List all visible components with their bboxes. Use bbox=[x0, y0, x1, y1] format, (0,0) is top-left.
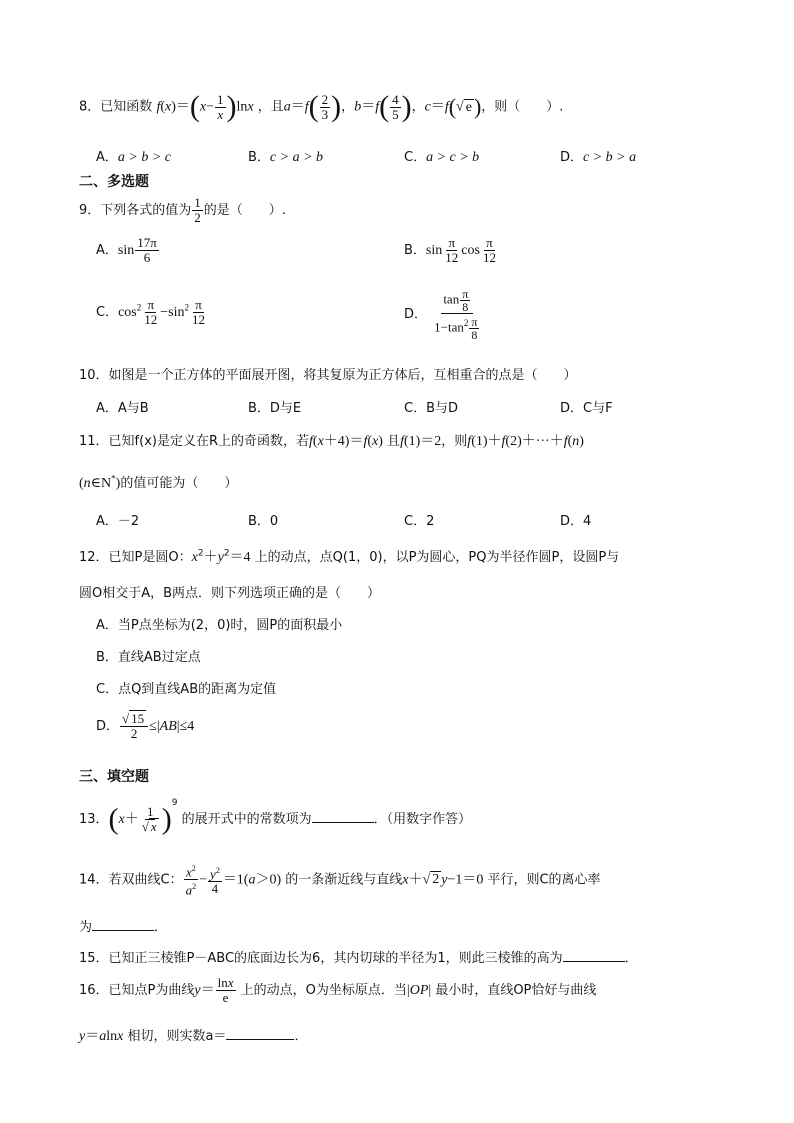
question-12-cont: 圆O相交于A，B两点．则下列选项正确的是（ ） bbox=[79, 586, 381, 601]
q8-option-b[interactable] bbox=[248, 146, 323, 166]
option-math: c > b > a bbox=[583, 150, 637, 165]
q11-option-b[interactable]: B．0 bbox=[248, 514, 279, 529]
q9-option-c[interactable]: C．$\cos^2$ $\frac{\pi}{12}$ $-\sin^2$ $\frac{\pi}{12}$ bbox=[96, 297, 205, 327]
question-text: 15．已知正三棱锥P－ABC的底面边长为6，其内切球的半径为1，则此三棱锥的高为 bbox=[79, 951, 563, 966]
question-number: 13． bbox=[79, 812, 109, 827]
question-text: 16．已知点P为曲线 bbox=[79, 983, 195, 998]
question-8: 8．已知函数 f(x)＝(x− $\frac{1}{x}$ )lnx ，且a＝f( $\frac{2}{3}$ )，b＝f( $\frac{4}{5}$ )，c＝f(√ e)，则（ ）. bbox=[79, 90, 564, 123]
question-10: 10．如图是一个正方体的平面展开图，将其复原为正方体后，互相重合的点是（ ） bbox=[79, 368, 577, 383]
question-text: ，且 bbox=[257, 99, 284, 115]
question-text: 14．若双曲线C： bbox=[79, 872, 183, 888]
q12-option-a[interactable]: A．当P点坐标为(2，0)时，圆P的面积最小 bbox=[96, 618, 343, 633]
question-12: 12．已知P是圆O：$x^2+y^2=4$ 上的动点，点Q(1，0)，以P为圆心，PQ为半径作圆P，设圆P与 bbox=[79, 548, 620, 565]
option-label: D． bbox=[560, 150, 584, 165]
fraction: $\frac{4}{5}$ bbox=[392, 91, 399, 122]
q10-option-c[interactable]: C．B与D bbox=[404, 401, 459, 416]
question-text: ，则（ ）. bbox=[481, 99, 564, 115]
option-label: A． bbox=[96, 243, 118, 258]
option-label: C． bbox=[96, 305, 119, 320]
option-label: D． bbox=[96, 719, 120, 734]
section-heading: 三、填空题 bbox=[79, 769, 149, 785]
option-label: D． bbox=[404, 306, 428, 322]
section-heading: 二、多选题 bbox=[79, 174, 149, 190]
question-9 bbox=[79, 196, 286, 225]
q9-option-a[interactable]: A．sin $\frac{17\pi}{6}$ bbox=[96, 235, 157, 265]
question-text: ． bbox=[154, 920, 168, 935]
question-text: ． bbox=[294, 1029, 308, 1044]
question-text: ， bbox=[341, 99, 355, 115]
question-number: 8． bbox=[79, 99, 101, 115]
math-function-def: f bbox=[156, 99, 161, 115]
question-text: 上的动点，点Q(1，0)，以P为圆心，PQ为半径作圆P，设圆P与 bbox=[254, 550, 620, 565]
question-15 bbox=[79, 947, 638, 966]
q9-option-b[interactable]: B．sin $\frac{\pi}{12}$ cos $\frac{\pi}{12}$ bbox=[404, 235, 496, 265]
q12-option-b[interactable]: B．直线AB过定点 bbox=[96, 650, 201, 665]
question-text: 12．已知P是圆O： bbox=[79, 550, 192, 565]
question-11-cont: (n∈N*)的值可能为（ ） bbox=[79, 473, 238, 491]
answer-blank[interactable] bbox=[226, 1027, 294, 1040]
question-text: 上的动点，O为坐标原点．当 bbox=[240, 983, 407, 998]
answer-blank[interactable] bbox=[92, 918, 154, 931]
fraction: $\frac{1}{x}$ bbox=[217, 91, 224, 122]
option-math: a > c > b bbox=[426, 150, 480, 165]
q11-option-d[interactable]: D．4 bbox=[560, 514, 592, 529]
question-11: 11．已知f(x)是定义在R上的奇函数，若f(x＋4)＝f(x) 且f(1)＝2，则f(1)＋f(2)＋···＋f(n) bbox=[79, 434, 584, 449]
q12-option-c[interactable]: C．点Q到直线AB的距离为定值 bbox=[96, 682, 277, 697]
question-text: 的展开式中的常数项为 bbox=[181, 812, 312, 827]
q10-option-a[interactable]: A．A与B bbox=[96, 401, 149, 416]
q8-option-a[interactable] bbox=[96, 146, 171, 166]
question-text: 的值可能为（ ） bbox=[120, 476, 238, 491]
question-text: 且 bbox=[387, 434, 401, 449]
question-text: 平行，则C的离心率 bbox=[487, 872, 601, 888]
option-label: A． bbox=[96, 150, 118, 165]
question-text: ．（用数字作答） bbox=[373, 812, 472, 827]
answer-blank[interactable] bbox=[563, 949, 625, 962]
question-text: 为 bbox=[79, 920, 93, 935]
question-16-cont: y＝alnx 相切，则实数a＝ ． bbox=[79, 1029, 308, 1044]
option-label: B． bbox=[248, 150, 270, 165]
q8-option-c[interactable] bbox=[404, 146, 479, 166]
question-text: ， bbox=[411, 99, 425, 115]
q8-option-d[interactable] bbox=[560, 146, 636, 166]
option-label: C． bbox=[404, 150, 427, 165]
question-14: 14．若双曲线C： $\frac{x^2}{a^2}$ − $\frac{y^2}{4}$ ＝1(a＞0) 的一条渐近线与直线x＋√ 2 y−1＝0 平行，则C的离心率 bbox=[79, 864, 601, 898]
question-text: 相切，则实数a＝ bbox=[127, 1029, 227, 1044]
option-math: c > a > b bbox=[269, 150, 324, 165]
question-text: ，则 bbox=[441, 434, 468, 449]
option-math: a > b > c bbox=[117, 150, 172, 165]
fraction: $\frac{2}{3}$ bbox=[321, 91, 329, 122]
question-14-cont bbox=[79, 916, 167, 935]
question-16: 16．已知点P为曲线y＝ $\frac{\ln x}{e}$ 上的动点，O为坐标原点．当|OP| 最小时，直线OP恰好与曲线 bbox=[79, 975, 597, 1005]
answer-blank[interactable] bbox=[312, 810, 374, 823]
question-text: 的是（ ）. bbox=[203, 203, 286, 218]
question-text: 最小时，直线OP恰好与曲线 bbox=[435, 983, 597, 998]
fraction: $\frac{1}{2}$ bbox=[194, 195, 201, 225]
question-text: 已知函数 bbox=[100, 99, 153, 115]
question-text: 下列各式的值为 bbox=[100, 203, 192, 218]
q11-option-a[interactable]: A．－2 bbox=[96, 514, 140, 529]
question-13: 13．(x＋ $\frac{1}{√ x}$ )$^9$ 的展开式中的常数项为 ．（用数字作答） bbox=[79, 798, 472, 836]
q9-option-d[interactable]: D． tan $\frac{\pi}{8}$ $1-\tan^2$ $\frac{\pi}{8}$ bbox=[404, 287, 478, 342]
q10-option-b[interactable]: B．D与E bbox=[248, 401, 302, 416]
q11-option-c[interactable]: C．2 bbox=[404, 514, 435, 529]
q10-option-d[interactable]: D．C与F bbox=[560, 401, 613, 416]
question-number: 9． bbox=[79, 203, 101, 218]
option-label: B． bbox=[404, 243, 426, 258]
question-text: ． bbox=[624, 951, 638, 966]
question-text: 的一条渐近线与直线 bbox=[285, 872, 403, 888]
q12-option-d[interactable]: D． $\frac{√ 15}{2}$ ≤|AB|≤4 bbox=[96, 711, 195, 741]
question-text: 11．已知f(x)是定义在R上的奇函数，若 bbox=[79, 434, 309, 449]
